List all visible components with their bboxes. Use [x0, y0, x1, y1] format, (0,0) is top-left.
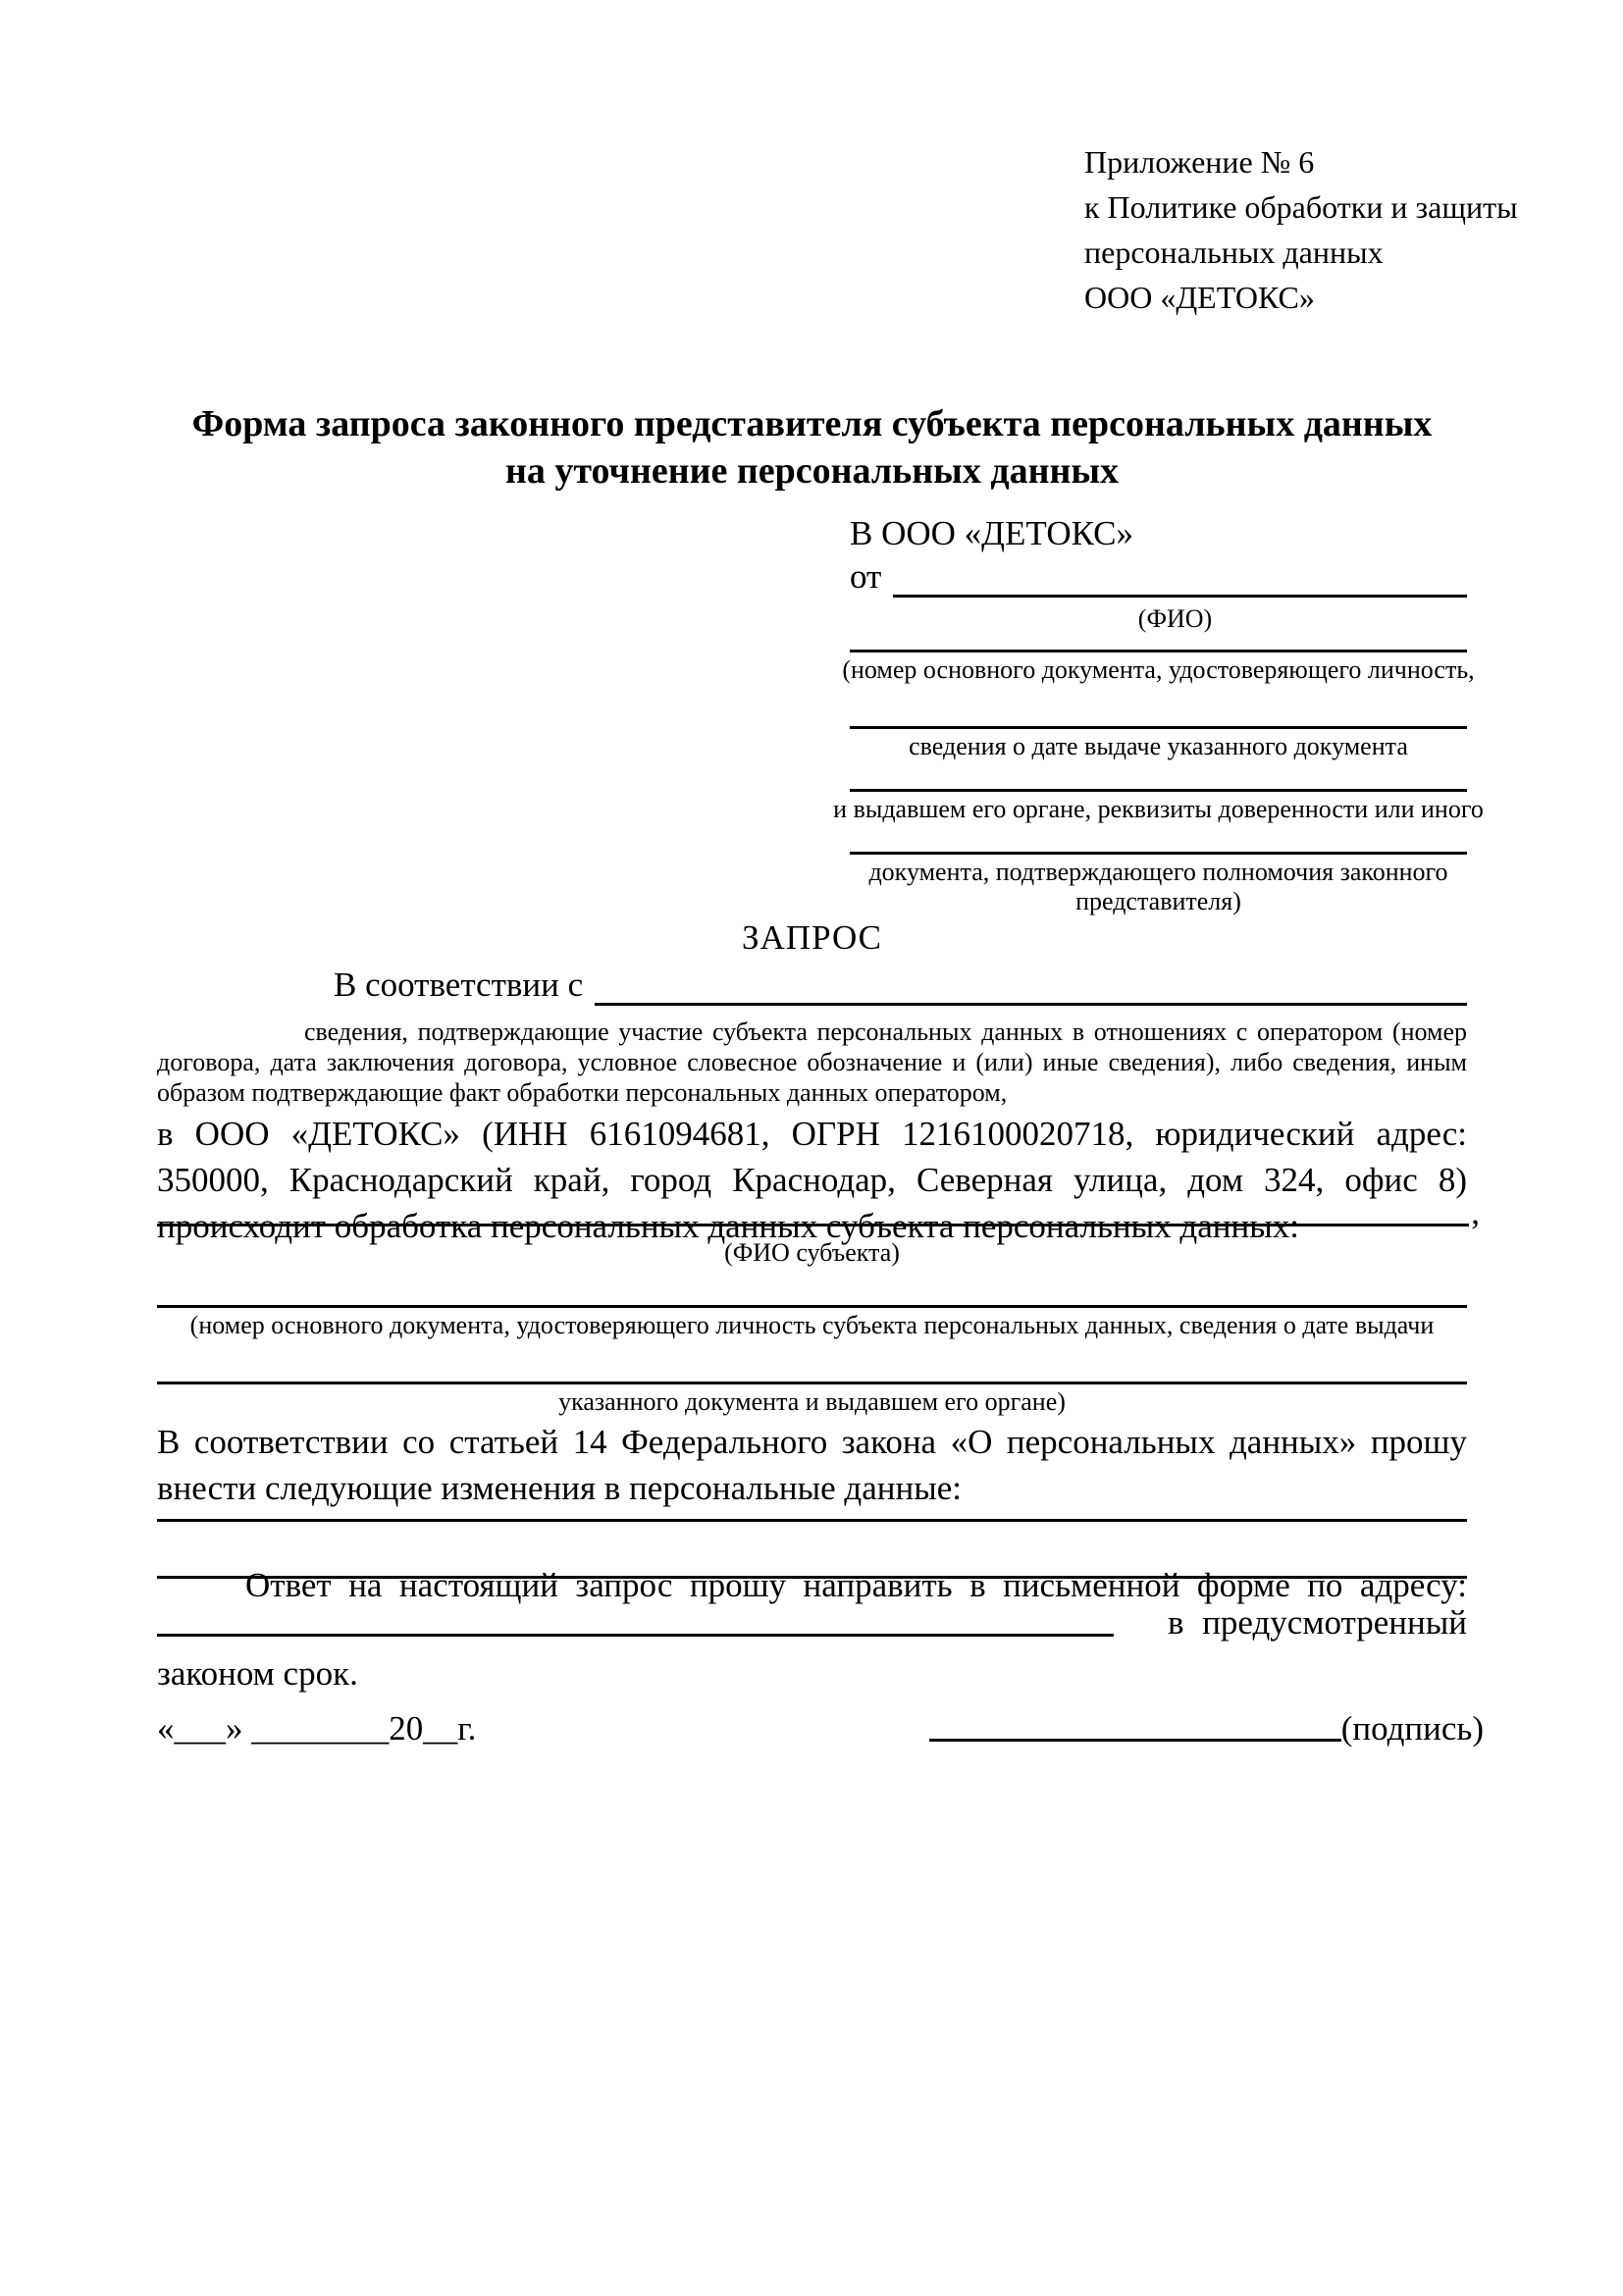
- from-fill-line: [893, 557, 1467, 598]
- date-placeholder: «___» ________20__г.: [157, 1709, 477, 1748]
- reply-word-2: предусмотренный: [1202, 1603, 1467, 1642]
- representative-doc-fill-line-2: [850, 726, 1467, 729]
- form-title-line-1: Форма запроса законного представителя субъекта персональных данных: [191, 403, 1433, 444]
- signature-fill-line: [929, 1739, 1341, 1742]
- address-fill-line: [157, 1634, 1114, 1637]
- appendix-header-line-3: персональных данных: [1084, 235, 1384, 270]
- subject-doc-caption-1: (номер основного документа, удостоверяющего личность субъекта персональных данных, сведения о дате выдачи: [189, 1311, 1435, 1339]
- subject-fio-caption: (ФИО субъекта): [724, 1238, 900, 1267]
- appendix-header-line-1: Приложение № 6: [1084, 144, 1315, 180]
- representative-doc-caption-1: (номер основного документа, удостоверяющего личность,: [842, 655, 1475, 684]
- law-paragraph: В соответствии со статьей 14 Федерального закона «О персональных данных» прошу внести следующие изменения в персональные данные:: [157, 1423, 1467, 1507]
- subject-fio-fill-line: [157, 1224, 1469, 1226]
- form-title: [157, 400, 1467, 495]
- intro-row: [157, 965, 1467, 1011]
- reply-address-row: [157, 1599, 1467, 1643]
- reply-sentence-start: Ответ на настоящий запрос прошу направить в письменной форме по адресу:: [245, 1566, 1467, 1604]
- intro-fill-line: [595, 965, 1467, 1006]
- reply-word-1: в: [1168, 1603, 1184, 1642]
- representative-doc-caption-3: и выдавшем его органе, реквизиты доверенности или иного: [833, 795, 1484, 823]
- reply-sentence-end: законом срок.: [157, 1654, 358, 1693]
- fio-caption: (ФИО): [1137, 604, 1213, 633]
- appendix-header-line-2: к Политике обработки и защиты: [1084, 189, 1518, 225]
- request-heading: ЗАПРОС: [741, 918, 883, 957]
- trailing-comma: ,: [1471, 1193, 1480, 1231]
- form-title-line-2: на уточнение персональных данных: [504, 450, 1120, 492]
- signature-caption: (подпись): [1340, 1709, 1484, 1748]
- changes-fill-line-1: [157, 1519, 1467, 1522]
- addressee-organization: В ООО «ДЕТОКС»: [850, 514, 1133, 552]
- subject-doc-fill-line-2: [157, 1382, 1467, 1384]
- representative-doc-caption-2: сведения о дате выдаче указанного документа: [909, 732, 1408, 760]
- representative-doc-fill-line-4: [850, 852, 1467, 855]
- operator-paragraph: в ООО «ДЕТОКС» (ИНН 6161094681, ОГРН 1216100020718, юридический адрес: 350000, Краснодарский край, город Краснодар, Северная улица, дом 324, офис 8) происходит обработка персональных данных субъекта персональных данных:: [157, 1115, 1467, 1245]
- date-signature-row: [157, 1703, 1484, 1748]
- from-label: от: [850, 557, 882, 596]
- appendix-header-line-4: ООО «ДЕТОКС»: [1084, 280, 1315, 315]
- subject-doc-caption-2: указанного документа и выдавшем его органе): [558, 1387, 1066, 1416]
- appendix-header: [1084, 139, 1518, 320]
- representative-doc-fill-line-3: [850, 789, 1467, 792]
- subject-doc-fill-line-1: [157, 1305, 1467, 1308]
- representative-doc-caption-4: документа, подтверждающего полномочия законного представителя): [868, 858, 1448, 915]
- intro-label: В соответствии с: [334, 965, 584, 1004]
- signature-block: [929, 1709, 1484, 1748]
- from-row: [850, 557, 1467, 602]
- intro-footnote: сведения, подтверждающие участие субъекта персональных данных в отношениях с оператором (номер договора, дата заключения договора, условное словесное обозначение и (или) иные сведения), либо сведения, иным образом подтверждающие факт обработки персональных данных оператором,: [157, 1018, 1467, 1107]
- representative-doc-fill-line-1: [850, 650, 1467, 652]
- subject-fio-row: [157, 1193, 1480, 1232]
